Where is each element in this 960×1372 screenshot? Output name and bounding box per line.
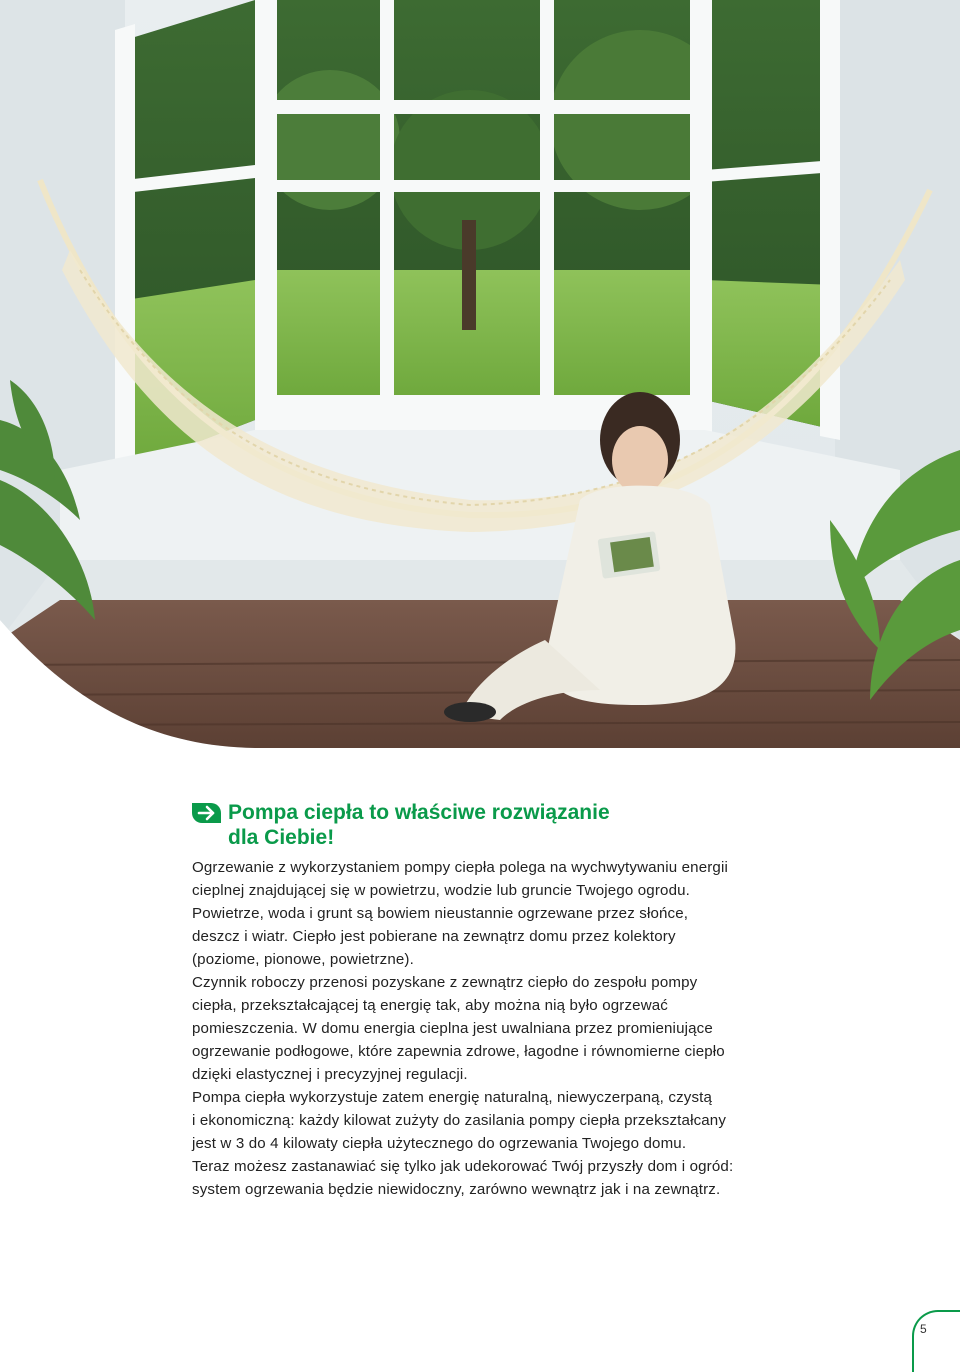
text-line: Ogrzewanie z wykorzystaniem pompy ciepła polega na wychwytywaniu energii	[192, 859, 728, 876]
text-line: i ekonomiczną: każdy kilowat zużyty do zasilania pompy ciepła przekształcany	[192, 1112, 727, 1129]
text-line: Teraz możesz zastanawiać się tylko jak udekorować Twój przyszły dom i ogród:	[192, 1158, 734, 1175]
text-line: Czynnik roboczy przenosi pozyskane z zewnątrz ciepło do zespołu pompy	[192, 974, 698, 991]
text-line: Powietrze, woda i grunt są bowiem nieustannie ogrzewane przez słońce,	[192, 905, 689, 922]
text-line: Pompa ciepła wykorzystuje zatem energię naturalną, niewyczerpaną, czystą	[192, 1089, 713, 1106]
text-line: pomieszczenia. W domu energia cieplna jest uwalniana przez promieniujące	[192, 1020, 713, 1037]
heading-line-2: dla Ciebie!	[228, 826, 335, 849]
intro-section	[192, 800, 812, 1201]
heading-line-1: Pompa ciepła to właściwe rozwiązanie	[228, 801, 610, 824]
page-number-tab	[912, 1310, 960, 1372]
text-line: cieplnej znajdującej się w powietrzu, wodzie lub gruncie Twojego ogrodu.	[192, 882, 690, 899]
text-line: (poziome, pionowe, powietrzne).	[192, 951, 414, 968]
text-line: ciepła, przekształcającej tą energię tak, aby można nią było ogrzewać	[192, 997, 668, 1014]
text-line: ogrzewanie podłogowe, które zapewnia zdrowe, łagodne i równomierne ciepło	[192, 1043, 725, 1060]
text-line: jest w 3 do 4 kilowaty ciepła użytecznego do ogrzewania Twojego domu.	[192, 1135, 687, 1152]
section-heading	[192, 800, 812, 850]
arrow-right-icon	[192, 803, 221, 823]
page-number: 5	[920, 1322, 927, 1336]
text-line: dzięki elastycznej i precyzyjnej regulacji.	[192, 1066, 468, 1083]
body-paragraphs	[192, 856, 812, 1201]
text-line: system ogrzewania będzie niewidoczny, zarówno wewnątrz jak i na zewnątrz.	[192, 1181, 721, 1198]
text-line: deszcz i wiatr. Ciepło jest pobierane na zewnątrz domu przez kolektory	[192, 928, 676, 945]
